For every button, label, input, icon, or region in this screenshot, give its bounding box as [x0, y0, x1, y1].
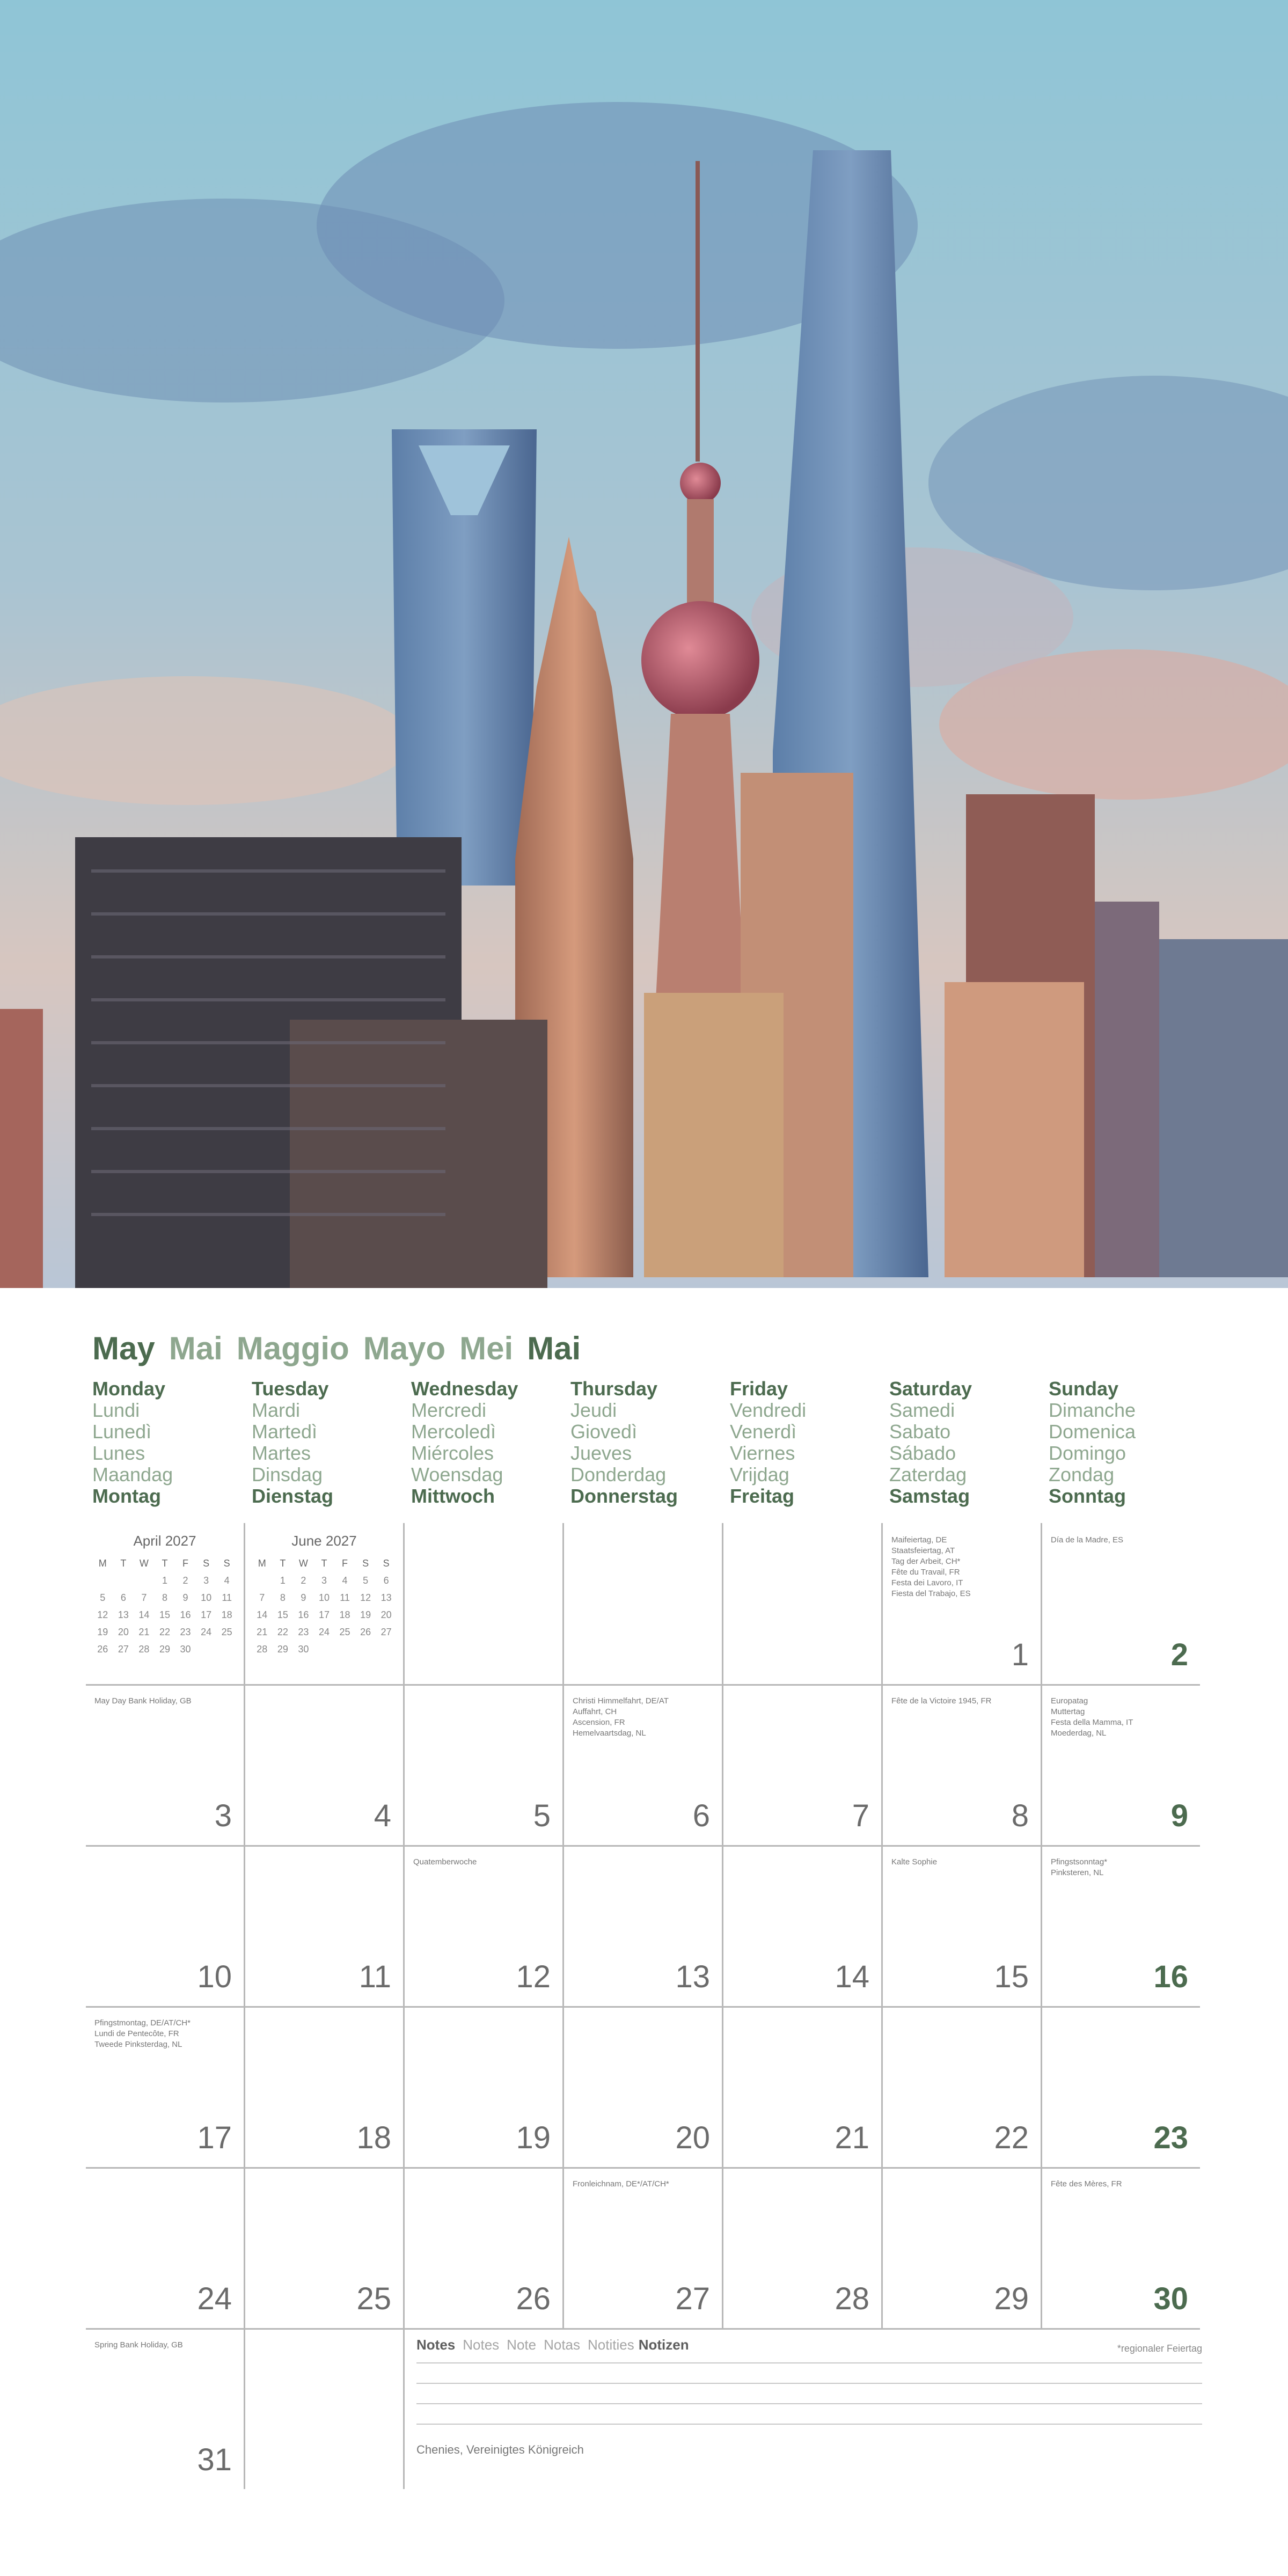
mini-calendar-day: 30: [180, 1643, 191, 1655]
mini-calendar-day: 10: [201, 1592, 212, 1603]
holiday-note: [573, 1696, 669, 1739]
day-number[interactable]: 29: [994, 2281, 1029, 2316]
mini-calendar-weekday: S: [383, 1557, 390, 1569]
weekday-name: Sonntag: [1049, 1485, 1126, 1507]
mini-calendar-day: 8: [280, 1592, 286, 1603]
day-number[interactable]: 14: [835, 1959, 869, 1994]
holiday-note: [573, 2179, 669, 2190]
mini-calendar-day: 25: [339, 1626, 350, 1637]
mini-calendar-day: 14: [257, 1609, 268, 1620]
mini-calendar-day: [376, 1641, 397, 1658]
day-number[interactable]: 5: [533, 1798, 551, 1833]
mini-calendar-day: 12: [360, 1592, 371, 1603]
weekday-name: Friday: [730, 1378, 788, 1400]
holiday-line: Fête du Travail, FR: [891, 1568, 960, 1577]
holiday-note: [891, 1857, 937, 1868]
weekday-name: Sábado: [889, 1442, 956, 1464]
mini-calendar-day: 30: [298, 1643, 309, 1655]
weekday-name: Zaterdag: [889, 1463, 967, 1485]
mini-calendar-day: 17: [318, 1609, 330, 1620]
day-number[interactable]: 7: [852, 1798, 869, 1833]
notes-label: Notities: [588, 2337, 634, 2353]
month-name: May: [92, 1330, 155, 1366]
mini-calendar-weekday: T: [120, 1557, 127, 1569]
holiday-line: Fête des Mères, FR: [1051, 2179, 1122, 2189]
mini-calendar-day: [355, 1641, 376, 1658]
grid-column-line: [1041, 1523, 1042, 2328]
month-name: Mai: [527, 1330, 581, 1366]
mini-calendar-day: 7: [141, 1592, 147, 1603]
holiday-line: Quatemberwoche: [413, 1857, 477, 1867]
holiday-line: Kalte Sophie: [891, 1857, 938, 1867]
mini-calendar-weekday: F: [342, 1557, 348, 1569]
holiday-line: Maifeiertag, DE: [891, 1535, 947, 1545]
day-number[interactable]: 17: [197, 2120, 232, 2155]
mini-calendar-day: [113, 1572, 134, 1589]
mini-calendar-day: 11: [222, 1592, 232, 1603]
notes-label: Note: [507, 2337, 537, 2353]
weekday-name: Monday: [92, 1378, 166, 1400]
mini-calendar-day: 12: [97, 1609, 108, 1620]
mini-calendar-weekday: S: [203, 1557, 210, 1569]
weekday-name: Jeudi: [570, 1399, 617, 1421]
note-line[interactable]: [416, 2383, 1202, 2384]
mini-calendar-day: [196, 1641, 217, 1658]
mini-calendar-weekday: M: [98, 1557, 107, 1569]
day-number[interactable]: 22: [994, 2120, 1029, 2155]
mini-calendar-weekday: T: [162, 1557, 168, 1569]
notes-label: Notizen: [638, 2337, 689, 2353]
mini-calendar-day: 26: [97, 1643, 108, 1655]
weekday-name: Vendredi: [730, 1399, 807, 1421]
holiday-line: Christi Himmelfahrt, DE/AT: [573, 1696, 669, 1706]
mini-calendar-day: 3: [203, 1575, 209, 1586]
holiday-line: Moederdag, NL: [1051, 1729, 1107, 1738]
day-number[interactable]: 9: [1170, 1798, 1188, 1833]
month-name: Mei: [459, 1330, 514, 1366]
weekday-name: Giovedì: [570, 1421, 638, 1443]
mini-calendar-day: 18: [339, 1609, 350, 1620]
mini-calendar-day: 1: [280, 1575, 286, 1586]
mini-calendar-day: 24: [201, 1626, 212, 1637]
day-number[interactable]: 4: [374, 1798, 391, 1833]
mini-calendar-day: 5: [100, 1592, 106, 1603]
grid-row-line: [86, 2328, 1200, 2330]
mini-calendar-day: 28: [138, 1643, 150, 1655]
mini-calendar-day: 21: [257, 1626, 268, 1637]
photo-caption: Chenies, Vereinigtes Königreich: [416, 2443, 584, 2456]
holiday-note: [1051, 2179, 1122, 2190]
holiday-line: Pinksteren, NL: [1051, 1868, 1104, 1877]
holiday-note: [94, 1696, 192, 1707]
day-number[interactable]: 12: [516, 1959, 551, 1994]
mini-calendar-day: [134, 1572, 155, 1589]
grid-column-line: [562, 1523, 564, 2328]
grid-column-line: [403, 1523, 405, 2489]
weekday-name: Domenica: [1049, 1421, 1136, 1443]
mini-calendar-day: 7: [259, 1592, 265, 1603]
mini-calendar-day: 16: [298, 1609, 309, 1620]
holiday-line: Día de la Madre, ES: [1051, 1535, 1124, 1545]
day-number[interactable]: 15: [994, 1959, 1029, 1994]
weekday-name: Lundi: [92, 1399, 140, 1421]
mini-calendar-day: [92, 1572, 113, 1589]
holiday-line: Staatsfeiertag, AT: [891, 1546, 955, 1555]
notes-label: Notes: [416, 2337, 456, 2353]
mini-calendar: [92, 1533, 237, 1658]
notes-header: [416, 2337, 693, 2353]
grid-row-line: [86, 1684, 1200, 1686]
weekday-name: Samedi: [889, 1399, 955, 1421]
weekday-name: Dinsdag: [252, 1463, 323, 1485]
weekday-name: Lunes: [92, 1442, 145, 1464]
mini-calendar-day: [314, 1641, 335, 1658]
mini-calendar-day: 29: [277, 1643, 288, 1655]
note-line[interactable]: [416, 2424, 1202, 2425]
mini-calendar-title: April 2027: [133, 1533, 196, 1549]
holiday-line: Muttertag: [1051, 1707, 1085, 1716]
day-number[interactable]: 25: [356, 2281, 391, 2316]
month-title: [92, 1330, 595, 1367]
grid-row-line: [86, 1845, 1200, 1847]
mini-calendar-day: 15: [277, 1609, 288, 1620]
weekday-name: Maandag: [92, 1463, 173, 1485]
mini-calendar-day: 13: [118, 1609, 129, 1620]
day-number[interactable]: 30: [1153, 2281, 1188, 2316]
mini-calendar-day: 18: [221, 1609, 232, 1620]
grid-column-line: [881, 1523, 883, 2328]
holiday-note: [891, 1535, 971, 1599]
day-number[interactable]: 24: [197, 2281, 232, 2316]
mini-calendar-day: 10: [318, 1592, 330, 1603]
weekday-name: Tuesday: [252, 1378, 329, 1400]
mini-calendar-day: 28: [257, 1643, 268, 1655]
day-number[interactable]: 16: [1153, 1959, 1188, 1994]
mini-calendar-day: 27: [118, 1643, 129, 1655]
weekday-name: Martes: [252, 1442, 311, 1464]
mini-calendar-day: 9: [182, 1592, 188, 1603]
holiday-line: Tweede Pinksterdag, NL: [94, 2040, 182, 2049]
day-number[interactable]: 6: [692, 1798, 710, 1833]
holiday-line: Festa dei Lavoro, IT: [891, 1578, 963, 1587]
weekday-column: [252, 1378, 407, 1507]
weekday-column: [1049, 1378, 1204, 1507]
note-line[interactable]: [416, 2403, 1202, 2404]
mini-calendar-day: 21: [138, 1626, 150, 1637]
day-number[interactable]: 26: [516, 2281, 551, 2316]
mini-calendar-day: 27: [380, 1626, 392, 1637]
weekday-name: Zondag: [1049, 1463, 1115, 1485]
mini-calendar-day: 2: [182, 1575, 188, 1586]
mini-calendar-weekday: T: [280, 1557, 286, 1569]
mini-calendar-weekday: W: [139, 1557, 149, 1569]
weekday-name: Donderdag: [570, 1463, 667, 1485]
weekday-name: Vrijdag: [730, 1463, 789, 1485]
mini-calendar-day: 16: [180, 1609, 191, 1620]
day-number[interactable]: 21: [835, 2120, 869, 2155]
mini-calendar-weekday: S: [223, 1557, 230, 1569]
mini-calendar-day: 26: [360, 1626, 371, 1637]
weekday-column: [889, 1378, 1045, 1507]
holiday-line: Ascension, FR: [573, 1718, 625, 1727]
weekday-name: Freitag: [730, 1485, 795, 1507]
grid-column-line: [722, 1523, 723, 2328]
day-number[interactable]: 20: [675, 2120, 710, 2155]
day-number[interactable]: 11: [358, 1959, 391, 1994]
holiday-note: [1051, 1535, 1123, 1546]
mini-calendar-day: 11: [340, 1592, 350, 1603]
holiday-note: [891, 1696, 992, 1707]
holiday-line: May Day Bank Holiday, GB: [94, 1696, 192, 1706]
weekday-column: [92, 1378, 248, 1507]
mini-calendar-day: 5: [363, 1575, 369, 1586]
weekday-name: Viernes: [730, 1442, 795, 1464]
holiday-note: [413, 1857, 477, 1868]
day-number[interactable]: 1: [1011, 1637, 1029, 1672]
mini-calendar-weekday: F: [182, 1557, 189, 1569]
month-name: Maggio: [236, 1330, 349, 1366]
day-number[interactable]: 27: [675, 2281, 710, 2316]
weekday-name: Donnerstag: [570, 1485, 678, 1507]
mini-calendar-day: 8: [162, 1592, 167, 1603]
holiday-note: [94, 2340, 183, 2351]
mini-calendar-day: 2: [301, 1575, 306, 1586]
weekday-name: Venerdì: [730, 1421, 797, 1443]
holiday-line: Fiesta del Trabajo, ES: [891, 1589, 971, 1598]
holiday-line: Tag der Arbeit, CH*: [891, 1557, 961, 1566]
mini-calendar-day: 20: [380, 1609, 392, 1620]
holiday-line: Pfingstmontag, DE/AT/CH*: [94, 2018, 191, 2028]
weekday-name: Montag: [92, 1485, 161, 1507]
mini-calendar-day: 13: [380, 1592, 392, 1603]
mini-calendar-day: [216, 1641, 237, 1658]
notes-label: Notas: [544, 2337, 581, 2353]
mini-calendar-weekday: W: [298, 1557, 308, 1569]
day-number[interactable]: 10: [197, 1959, 232, 1994]
weekday-name: Mercoledì: [411, 1421, 496, 1443]
weekday-column: [411, 1378, 567, 1507]
weekday-name: Dimanche: [1049, 1399, 1136, 1421]
month-name: Mai: [169, 1330, 223, 1366]
weekday-name: Thursday: [570, 1378, 658, 1400]
weekday-name: Miércoles: [411, 1442, 494, 1464]
month-name: Mayo: [363, 1330, 446, 1366]
mini-calendar-day: 25: [221, 1626, 232, 1637]
holiday-note: [94, 2018, 191, 2050]
notes-label: Notes: [463, 2337, 500, 2353]
holiday-line: Spring Bank Holiday, GB: [94, 2340, 183, 2350]
mini-calendar-day: 4: [224, 1575, 230, 1586]
mini-calendar-day: 3: [321, 1575, 327, 1586]
day-number[interactable]: 18: [356, 2120, 391, 2155]
holiday-line: Fronleichnam, DE*/AT/CH*: [573, 2179, 669, 2189]
note-line[interactable]: [416, 2362, 1202, 2363]
mini-calendar-day: 9: [301, 1592, 306, 1603]
holiday-line: Lundi de Pentecôte, FR: [94, 2029, 179, 2038]
mini-calendar-day: 19: [360, 1609, 371, 1620]
grid-row-line: [86, 2167, 1200, 2169]
day-number[interactable]: 13: [675, 1959, 710, 1994]
mini-calendar-weekday: T: [321, 1557, 327, 1569]
holiday-line: Auffahrt, CH: [573, 1707, 617, 1716]
mini-calendar-day: 17: [201, 1609, 212, 1620]
weekday-name: Dienstag: [252, 1485, 334, 1507]
grid-row-line: [86, 2006, 1200, 2008]
weekday-name: Wednesday: [411, 1378, 518, 1400]
weekday-name: Martedì: [252, 1421, 318, 1443]
day-number[interactable]: 31: [197, 2442, 232, 2477]
day-number[interactable]: 3: [214, 1798, 232, 1833]
holiday-note: [1051, 1696, 1133, 1739]
mini-calendar: [252, 1533, 397, 1658]
holiday-line: Pfingstsonntag*: [1051, 1857, 1108, 1867]
weekday-name: Mardi: [252, 1399, 301, 1421]
mini-calendar-day: 24: [318, 1626, 330, 1637]
day-number[interactable]: 28: [835, 2281, 869, 2316]
mini-calendar-day: 15: [159, 1609, 170, 1620]
mini-calendar-day: 23: [180, 1626, 191, 1637]
mini-calendar-day: 22: [277, 1626, 288, 1637]
day-number[interactable]: 23: [1153, 2120, 1188, 2155]
mini-calendar-day: 14: [138, 1609, 150, 1620]
mini-calendar-day: 6: [120, 1592, 126, 1603]
mini-calendar-day: [334, 1641, 355, 1658]
weekday-column: [570, 1378, 726, 1507]
holiday-note: [1051, 1857, 1107, 1878]
weekday-name: Samstag: [889, 1485, 970, 1507]
mini-calendar-day: 19: [97, 1626, 108, 1637]
holiday-line: Fête de la Victoire 1945, FR: [891, 1696, 992, 1706]
weekday-name: Saturday: [889, 1378, 972, 1400]
weekday-name: Mittwoch: [411, 1485, 495, 1507]
day-number[interactable]: 19: [516, 2120, 551, 2155]
mini-calendar-weekday: S: [362, 1557, 369, 1569]
mini-calendar-day: 6: [383, 1575, 389, 1586]
holiday-line: Hemelvaartsdag, NL: [573, 1729, 646, 1738]
mini-calendar-day: 4: [342, 1575, 348, 1586]
mini-calendar-day: 1: [162, 1575, 167, 1586]
mini-calendar-day: 22: [159, 1626, 170, 1637]
holiday-line: Europatag: [1051, 1696, 1088, 1706]
weekday-name: Mercredi: [411, 1399, 487, 1421]
day-number[interactable]: 2: [1170, 1637, 1188, 1672]
mini-calendar-day: 20: [118, 1626, 129, 1637]
day-number[interactable]: 8: [1011, 1798, 1029, 1833]
mini-calendar-day: 29: [159, 1643, 170, 1655]
holiday-line: Festa della Mamma, IT: [1051, 1718, 1133, 1727]
weekday-name: Woensdag: [411, 1463, 503, 1485]
mini-calendar-day: 23: [298, 1626, 309, 1637]
regional-holiday-note: *regionaler Feiertag: [1117, 2343, 1202, 2354]
weekday-name: Jueves: [570, 1442, 632, 1464]
mini-calendar-title: June 2027: [291, 1533, 357, 1549]
mini-calendar-day: [252, 1572, 273, 1589]
weekday-name: Domingo: [1049, 1442, 1126, 1464]
mini-calendar-weekday: M: [258, 1557, 266, 1569]
weekday-name: Lunedì: [92, 1421, 152, 1443]
weekday-name: Sunday: [1049, 1378, 1119, 1400]
weekday-name: Sabato: [889, 1421, 951, 1443]
grid-column-line: [244, 1523, 245, 2489]
weekday-column: [730, 1378, 885, 1507]
